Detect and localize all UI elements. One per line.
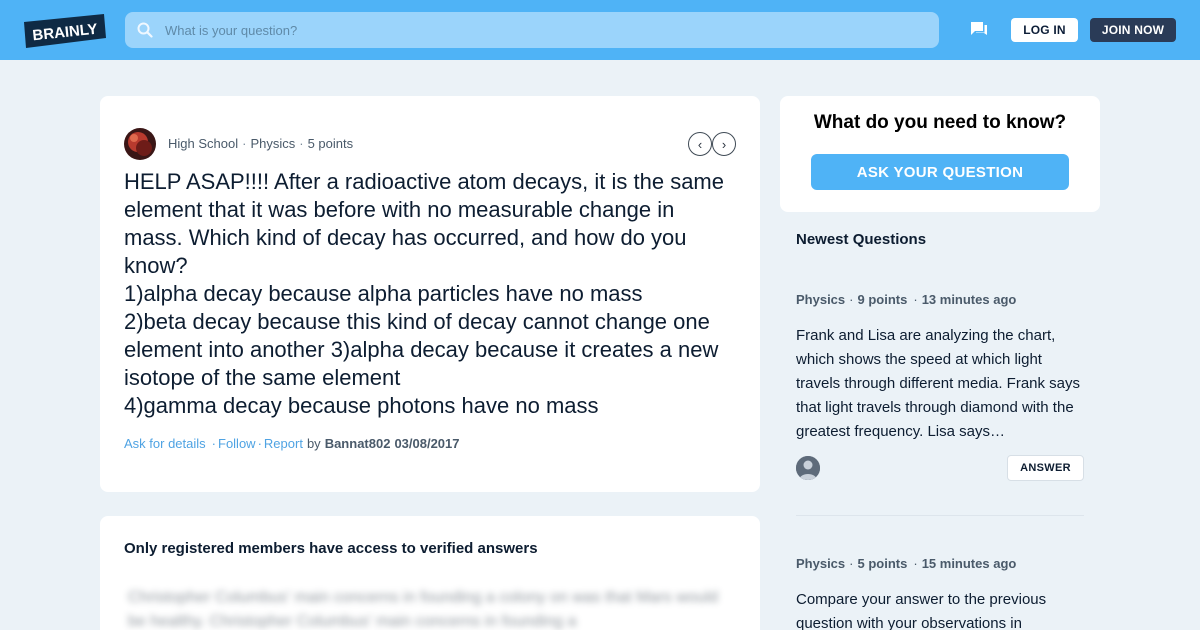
search-input[interactable] — [165, 12, 925, 48]
report-link[interactable]: Report — [263, 436, 303, 451]
newest-question-text[interactable]: Compare your answer to the previous question with your observations in — [796, 591, 1047, 630]
next-question-button[interactable] — [712, 132, 736, 156]
login-button[interactable]: LOG IN — [1011, 18, 1078, 42]
newest-question-subject[interactable]: Physics — [796, 556, 846, 571]
divider — [796, 515, 1084, 516]
meta-separator: · — [849, 556, 854, 571]
newest-question-meta — [796, 556, 1084, 571]
meta-separator: · — [913, 292, 918, 307]
newest-question-time: 13 minutes ago — [921, 292, 1017, 307]
registered-only-notice: Only registered members have access to verified answers — [124, 540, 538, 557]
search-icon — [137, 22, 153, 38]
meta-separator: · — [242, 136, 247, 151]
follow-link[interactable]: Follow — [218, 436, 256, 451]
by-label: by — [306, 436, 321, 451]
join-now-button[interactable]: JOIN NOW — [1090, 18, 1176, 42]
meta-separator: · — [299, 136, 304, 151]
question-actions — [124, 436, 460, 451]
question-meta — [168, 136, 353, 151]
answer-button[interactable]: ANSWER — [1007, 455, 1084, 481]
author-avatar[interactable] — [124, 128, 156, 160]
user-icon — [796, 456, 820, 480]
question-points: 5 points — [307, 136, 354, 151]
newest-question-points: 5 points — [857, 556, 908, 571]
newest-question-text[interactable]: Frank and Lisa are analyzing the chart, which shows the speed at which light travels through different media. Frank says that light travels through diamond with the greatest frequency. Lisa says… — [796, 327, 1081, 440]
newest-question-subject[interactable]: Physics — [796, 292, 846, 307]
question-text: HELP ASAP!!!! After a radioactive atom decays, it is the same element that it was before with no measurable change in mass. Which kind of decay has occurred, and how do you know? 1)alpha decay because alpha particles have no mass 2)beta decay because this kind of decay cannot change one element into another 3)alpha decay because it creates a new isotope of the same element 4)gamma decay because photons have no mass — [124, 169, 724, 418]
question-date: 03/08/2017 — [394, 436, 460, 451]
newest-question-item[interactable] — [796, 556, 1084, 630]
ask-question-card — [780, 96, 1100, 212]
chevron-right-icon: › — [721, 136, 727, 152]
top-bar — [0, 0, 1200, 60]
question-navigation — [688, 132, 736, 156]
question-card — [100, 96, 760, 492]
previous-question-button[interactable] — [688, 132, 712, 156]
newest-questions-heading: Newest Questions — [796, 231, 927, 248]
newest-question-meta — [796, 292, 1084, 307]
ask-card-title: What do you need to know? — [813, 112, 1067, 133]
newest-question-time: 15 minutes ago — [921, 556, 1017, 571]
question-level[interactable]: High School — [168, 136, 239, 151]
newest-question-item[interactable] — [796, 292, 1084, 444]
question-subject[interactable]: Physics — [250, 136, 296, 151]
svg-text:BRAINLY: BRAINLY — [31, 20, 99, 45]
search-bar[interactable] — [125, 12, 939, 48]
messages-icon[interactable] — [970, 21, 988, 38]
avatar-image — [124, 128, 156, 160]
chevron-left-icon: ‹ — [697, 136, 703, 152]
answer-card — [100, 516, 760, 630]
newest-question-points: 9 points — [857, 292, 908, 307]
brainly-logo[interactable] — [24, 14, 106, 48]
action-separator: · — [211, 436, 216, 451]
ask-your-question-button[interactable]: ASK YOUR QUESTION — [811, 154, 1069, 190]
meta-separator: · — [849, 292, 854, 307]
blurred-answer-text: Christopher Columbus' main concerns in founding a colony on was that Mars would be healthy. Christopher Columbus' main concerns in founding a — [128, 589, 719, 630]
author-name[interactable]: Bannat802 — [324, 436, 391, 451]
ask-for-details-link[interactable]: Ask for details — [124, 436, 206, 451]
asker-avatar[interactable] — [796, 456, 820, 480]
meta-separator: · — [913, 556, 918, 571]
action-separator: · — [257, 436, 262, 451]
